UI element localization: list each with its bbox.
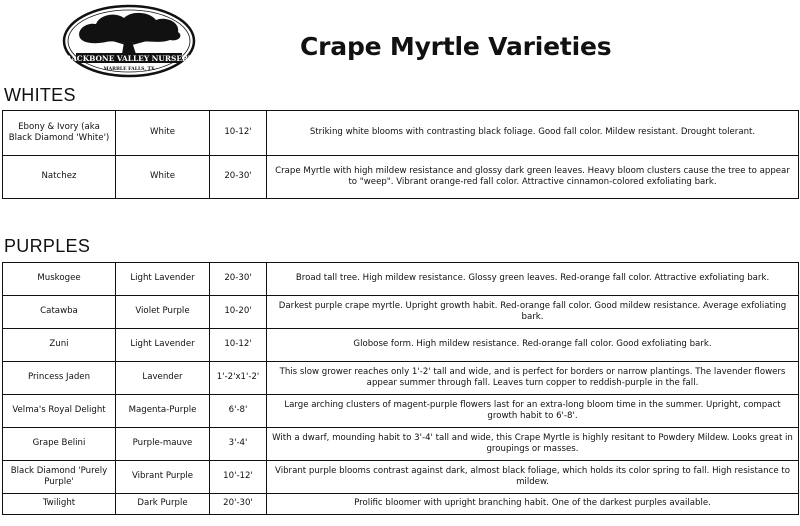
mature-height: 10-12' — [210, 329, 267, 362]
bloom-color: White — [116, 111, 210, 156]
bloom-color: Vibrant Purple — [116, 461, 210, 494]
section-heading-whites: WHITES — [4, 85, 76, 105]
mature-height: 20'-30' — [210, 494, 267, 515]
logo-oak-tree-emblem — [62, 4, 196, 78]
mature-height: 3'-4' — [210, 428, 267, 461]
mature-height: 20-30' — [210, 156, 267, 199]
variety-description: Striking white blooms with contrasting black foliage. Good fall color. Mildew resistant. Drought tolerant. — [267, 111, 799, 156]
table-row — [3, 296, 799, 329]
whites-table — [2, 110, 799, 199]
bloom-color: Purple-mauve — [116, 428, 210, 461]
mature-height: 1'-2'x1'-2' — [210, 362, 267, 395]
bloom-color: Magenta-Purple — [116, 395, 210, 428]
variety-description: Large arching clusters of magent-purple flowers last for an extra-long bloom time in the summer. Upright, compact growth habit to 6'-8'. — [267, 395, 799, 428]
logo-location-text: MARBLE FALLS, TX — [103, 67, 155, 72]
variety-description: Darkest purple crape myrtle. Upright growth habit. Red-orange fall color. Good mildew resistance. Average exfoliating bark. — [267, 296, 799, 329]
table-row — [3, 111, 799, 156]
table-row — [3, 494, 799, 515]
variety-name: Zuni — [3, 329, 116, 362]
variety-name: Natchez — [3, 156, 116, 199]
variety-description: This slow grower reaches only 1'-2' tall and wide, and is perfect for borders or narrow plantings. The lavender flowers appear summer through fall. Leaves turn copper to reddish-purple in the fall. — [267, 362, 799, 395]
mature-height: 6'-8' — [210, 395, 267, 428]
table-row — [3, 461, 799, 494]
variety-description: Vibrant purple blooms contrast against dark, almost black foliage, which holds its color spring to fall. High resistance to mildew. — [267, 461, 799, 494]
variety-description: Crape Myrtle with high mildew resistance and glossy dark green leaves. Heavy bloom clusters cause the tree to appear to "weep". Vibrant orange-red fall color. Attractive cinnamon-colored exfoliating bark. — [267, 156, 799, 199]
nursery-logo — [62, 4, 196, 78]
variety-name: Muskogee — [3, 263, 116, 296]
table-row — [3, 362, 799, 395]
mature-height: 10-20' — [210, 296, 267, 329]
table-row — [3, 156, 799, 199]
bloom-color: White — [116, 156, 210, 199]
bloom-color: Lavender — [116, 362, 210, 395]
variety-description: Prolific bloomer with upright branching habit. One of the darkest purples available. — [267, 494, 799, 515]
variety-name: Velma's Royal Delight — [3, 395, 116, 428]
variety-description: Broad tall tree. High mildew resistance. Glossy green leaves. Red-orange fall color. Attractive exfoliating bark. — [267, 263, 799, 296]
bloom-color: Light Lavender — [116, 263, 210, 296]
variety-description: Globose form. High mildew resistance. Red-orange fall color. Good exfoliating bark. — [267, 329, 799, 362]
variety-name: Catawba — [3, 296, 116, 329]
mature-height: 10-12' — [210, 111, 267, 156]
bloom-color: Violet Purple — [116, 296, 210, 329]
variety-name: Grape Belini — [3, 428, 116, 461]
table-row — [3, 263, 799, 296]
variety-name: Twilight — [3, 494, 116, 515]
variety-name: Black Diamond 'Purely Purple' — [3, 461, 116, 494]
purples-table — [2, 262, 799, 515]
variety-name: Princess Jaden — [3, 362, 116, 395]
bloom-color: Light Lavender — [116, 329, 210, 362]
logo-name-text: BACKBONE VALLEY NURSERY — [64, 54, 194, 63]
section-heading-purples: PURPLES — [4, 236, 91, 256]
table-row — [3, 428, 799, 461]
variety-name: Ebony & Ivory (aka Black Diamond 'White') — [3, 111, 116, 156]
table-row — [3, 395, 799, 428]
variety-description: With a dwarf, mounding habit to 3'-4' tall and wide, this Crape Myrtle is highly resitant to Powdery Mildew. Looks great in groupings or masses. — [267, 428, 799, 461]
mature-height: 10'-12' — [210, 461, 267, 494]
bloom-color: Dark Purple — [116, 494, 210, 515]
mature-height: 20-30' — [210, 263, 267, 296]
table-row — [3, 329, 799, 362]
page-title: Crape Myrtle Varieties — [300, 32, 612, 61]
